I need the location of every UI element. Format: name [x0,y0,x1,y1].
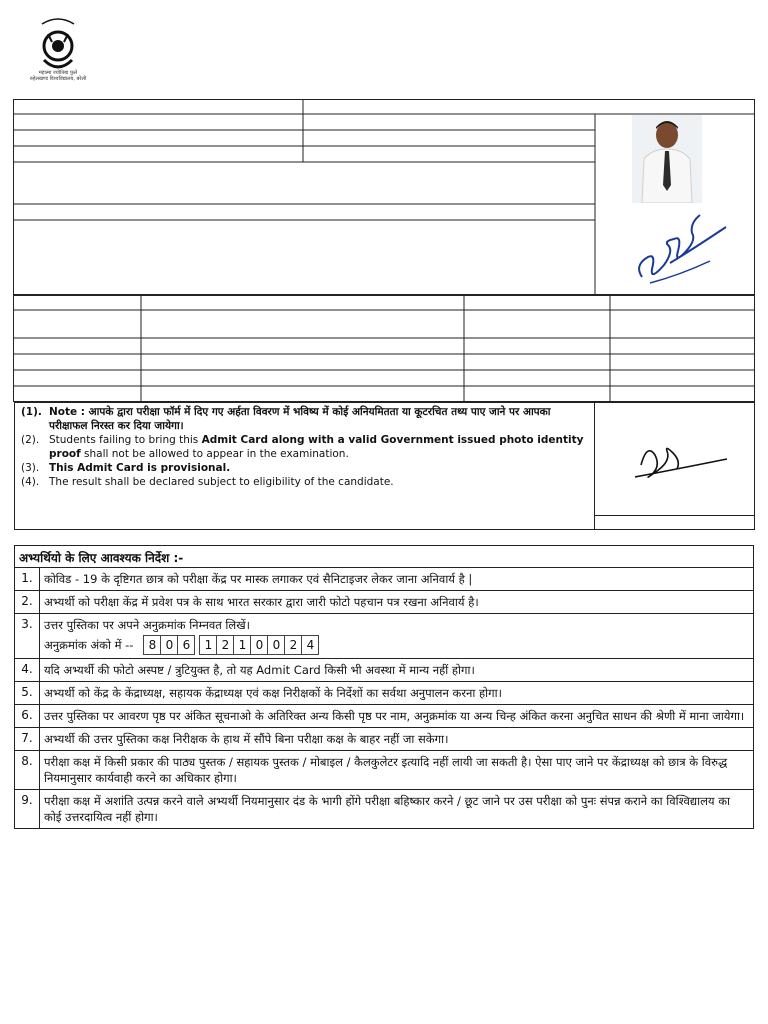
instruction-6 [15,705,753,728]
roll-digit: 2 [216,635,234,655]
instruction-number: 2. [15,591,40,613]
note-4 [21,475,588,489]
instruction-number: 5. [15,682,40,704]
instruction-7 [15,728,753,751]
instruction-number: 4. [15,659,40,681]
instruction-text: कोविड - 19 के दृष्टिगत छात्र को परीक्षा केंद्र पर मास्क लगाकर एवं सैनिटाइजर लेकर जाना अनिवार्य है | [44,572,473,586]
note-2-number: (2). [21,434,40,446]
instruction-text: उत्तर पुस्तिका पर आवरण पृष्ठ पर अंकित सूचनाओ के अतिरिक्त अन्य किसी पृष्ठ पर नाम, अनुक्रमांक या अन्य चिन्ह अंकित करना अनुचित साधन की श्रेणी में माना जायेगा। [44,709,745,723]
logo-caption-line2: रुहेलखण्ड विश्वविद्यालय, बरेली [29,76,87,82]
note-1 [21,405,588,433]
instruction-number: 1. [15,568,40,590]
instruction-number: 9. [15,790,40,828]
instruction-text: अभ्यर्थी की उत्तर पुस्तिका कक्ष निरीक्षक के हाथ में सौंपे बिना परीक्षा कक्ष के बाहर नहीं जा सकेगा। [44,732,449,746]
roll-number-digits [143,635,318,655]
instruction-text: अभ्यर्थी को परीक्षा केंद्र में प्रवेश पत्र के साथ भारत सरकार द्वारा जारी फोटो पहचान पत्र रखना अनिवार्य है। [44,595,479,609]
controller-signature-divider [595,515,754,516]
roll-digit: 4 [301,635,319,655]
instruction-8 [15,751,753,790]
instruction-1 [15,568,753,591]
note-4-number: (4). [21,476,40,488]
roll-digit: 1 [233,635,251,655]
roll-digit: 0 [250,635,268,655]
roll-digit: 2 [284,635,302,655]
instruction-3 [15,614,753,659]
instruction-text: यदि अभ्यर्थी की फोटो अस्पष्ट / त्रुटियुक्त है, तो यह Admit Card किसी भी अवस्था में मान्य नहीं होगा। [44,663,475,677]
instruction-5 [15,682,753,705]
instruction-number: 7. [15,728,40,750]
roll-digit: 0 [160,635,178,655]
note-3-text: This Admit Card is provisional. [49,462,231,474]
roll-digit: 0 [267,635,285,655]
roll-digit: 1 [199,635,217,655]
instruction-text [40,614,753,658]
instruction-4 [15,659,753,682]
candidate-signature [630,205,734,291]
roll-number-row [44,635,749,655]
note-3 [21,461,588,475]
controller-signature [627,425,735,495]
note-2-text [49,433,588,461]
instruction-text: अभ्यर्थी को केंद्र के केंद्राध्यक्ष, सहायक केंद्राध्यक्ष एवं कक्ष निरीक्षकों के निर्देशों का सर्वथा अनुपालन करना होगा। [44,686,502,700]
note-2 [21,433,588,461]
logo-caption [20,70,96,82]
note-3-number: (3). [21,462,40,474]
instruction-number: 3. [15,614,40,658]
instruction-2 [15,591,753,614]
roll-digit: 8 [143,635,161,655]
note-4-text: The result shall be declared subject to eligibility of the candidate. [49,476,394,488]
logo-caption-line1: महात्मा ज्योतिबा फुले [38,70,78,76]
candidate-photo [632,115,702,203]
note-1-number: (1). [21,406,42,418]
instructions-heading: अभ्यर्थियो के लिए आवश्यक निर्देश :- [15,546,753,568]
note-2-text-a: Students failing to bring this [49,434,202,446]
roll-number-label: अनुक्रमांक अंको में -- [44,638,134,652]
instruction-text: परीक्षा कक्ष में किसी प्रकार की पाठ्य पुस्तक / सहायक पुस्तक / मोबाइल / कैलकुलेटर इत्यादि नहीं लायी जा सकती है। ऐसा पाए जाने पर केंद्राध्यक्ष को छात्र के विरुद्ध नियमानुसार कार्यवाही करने का अधिकार होगा। [44,755,728,785]
roll-digit: 6 [177,635,195,655]
candidate-instructions [14,545,754,829]
subject-grid [13,295,755,402]
admit-card-notes [14,402,595,530]
instruction-number: 8. [15,751,40,789]
instruction-3-text: उत्तर पुस्तिका पर अपने अनुक्रमांक निम्नवत लिखें। [44,618,250,632]
note-2-text-bold: Admit Card along with a valid Government issued photo identity proof [49,434,584,460]
controller-signature-box [595,402,755,530]
instruction-number: 6. [15,705,40,727]
note-1-text: Note : आपके द्वारा परीक्षा फॉर्म में दिए गए अर्हता विवरण में भविष्य में कोई अनियमितता या कूटरचित तथ्य पाए जाने पर आपका परीक्षाफल निरस्त कर दिया जायेगा। [49,406,551,432]
instruction-9 [15,790,753,828]
note-2-text-c: shall not be allowed to appear in the examination. [80,448,349,460]
instruction-text: परीक्षा कक्ष में अशांति उत्पन्न करने वाले अभ्यर्थी नियमानुसार दंड के भागी होंगे परीक्षा बहिष्कार करने / छूट जाने पर उस परीक्षा को पुनः संपन्न कराने का विश्विद्यालय का कोई उत्तरदायित्व नहीं होगा। [44,794,731,824]
